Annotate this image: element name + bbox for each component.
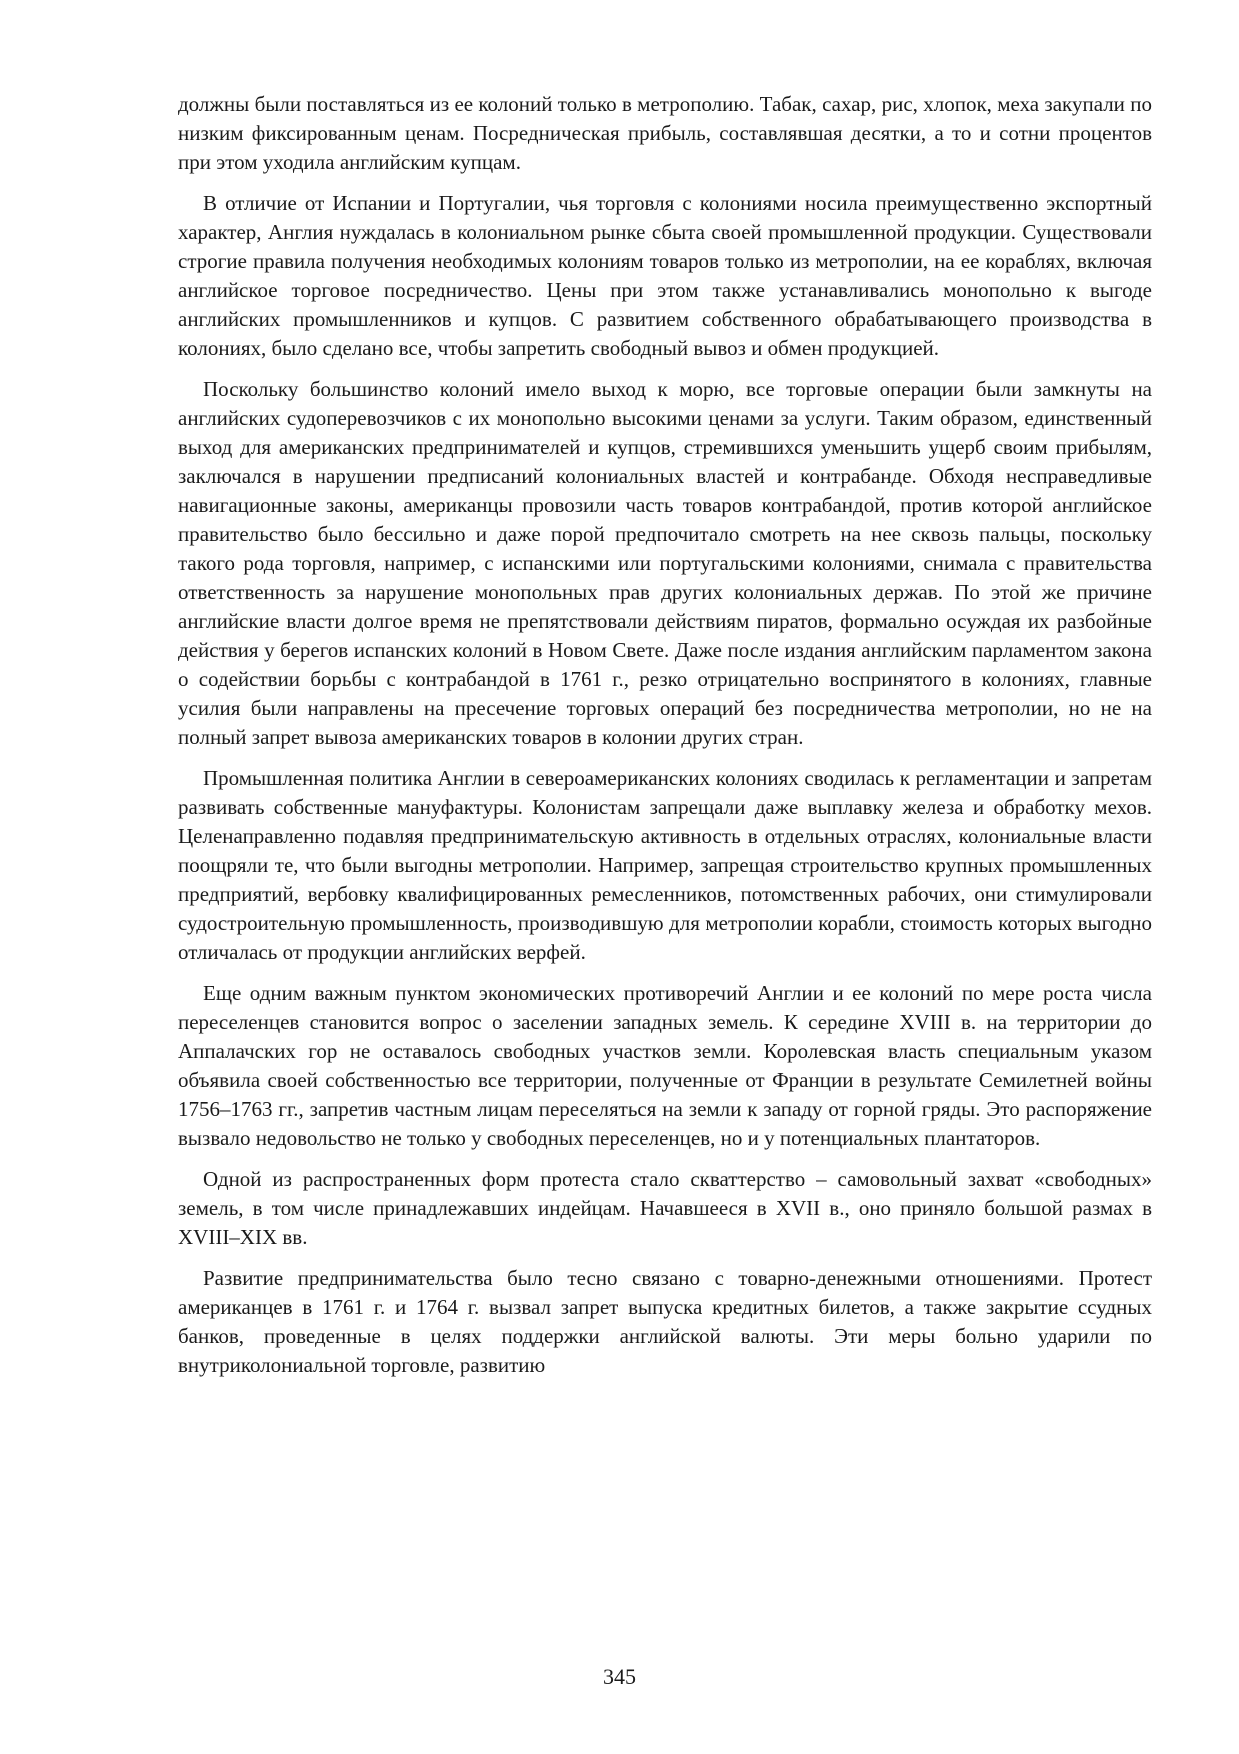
paragraph-industrial-policy: Промышленная политика Англии в североамериканских колониях сводилась к регламентации и запретам развивать собственные мануфактуры. Колонистам запрещали даже выплавку железа и обработку мехов. Целенаправленно подавляя предпринимательскую активность в отдельных отраслях, колониальные власти поощряли те, что были выгодны метрополии. Например, запрещая строительство крупных промышленных предприятий, вербовку квалифицированных ремесленников, потомственных рабочих, они стимулировали судостроительную промышленность, производившую для метрополии корабли, стоимость которых выгодно отличалась от продукции английских верфей. — [178, 766, 1152, 964]
document-body — [178, 90, 1152, 1392]
paragraph-squatting: Одной из распространенных форм протеста стало скваттерство – самовольный захват «свободных» земель, в том числе принадлежавших индейцам. Начавшееся в XVII в., оно приняло большой размах в XVIII–XIX вв. — [178, 1167, 1152, 1249]
paragraph-smuggling: Поскольку большинство колоний имело выход к морю, все торговые операции были замкнуты на английских судоперевозчиков с их монопольно высокими ценами за услуги. Таким образом, единственный выход для американских предпринимателей и купцов, стремившихся уменьшить ущерб своим прибылям, заключался в нарушении предписаний колониальных властей и контрабанде. Обходя несправедливые навигационные законы, американцы провозили часть товаров контрабандой, против которой английское правительство было бессильно и даже порой предпочитало смотреть на нее сквозь пальцы, поскольку такого рода торговля, например, с испанскими или португальскими колониями, снимала с правительства ответственность за нарушение монопольных прав других колониальных держав. По этой же причине английские власти долгое время не препятствовали действиям пиратов, формально осуждая их разбойные действия у берегов испанских колоний в Новом Свете. Даже после издания английским парламентом закона о содействии борьбы с контрабандой в 1761 г., резко отрицательно воспринятого в колониях, главные усилия были направлены на пресечение торговых операций без посредничества метрополии, но не на полный запрет вывоза американских товаров в колонии других стран. — [178, 377, 1152, 749]
page-number: 345 — [603, 1664, 636, 1689]
paragraph-trade-policy: В отличие от Испании и Португалии, чья торговля с колониями носила преимущественно экспортный характер, Англия нуждалась в колониальном рынке сбыта своей промышленной продукции. Существовали строгие правила получения необходимых колониям товаров только из метрополии, на ее кораблях, включая английское торговое посредничество. Цены при этом также устанавливались монопольно к выгоде английских промышленников и купцов. С развитием собственного обрабатывающего производства в колониях, было сделано все, чтобы запретить свободный вывоз и обмен продукцией. — [178, 191, 1152, 360]
paragraph-continuation: должны были поставляться из ее колоний только в метрополию. Табак, сахар, рис, хлопок, меха закупали по низким фиксированным ценам. Посредническая прибыль, составлявшая десятки, а то и сотни процентов при этом уходила английским купцам. — [178, 92, 1152, 174]
paragraph-western-lands: Еще одним важным пунктом экономических противоречий Англии и ее колоний по мере роста числа переселенцев становится вопрос о заселении западных земель. К середине XVIII в. на территории до Аппалачских гор не оставалось свободных участков земли. Королевская власть специальным указом объявила своей собственностью все территории, полученные от Франции в результате Семилетней войны 1756–1763 гг., запретив частным лицам переселяться на земли к западу от горной гряды. Это распоряжение вызвало недовольство не только у свободных переселенцев, но и у потенциальных плантаторов. — [178, 981, 1152, 1150]
paragraph-monetary-relations: Развитие предпринимательства было тесно связано с товарно-денежными отношениями. Протест американцев в 1761 г. и 1764 г. вызвал запрет выпуска кредитных билетов, а также закрытие ссудных банков, проведенные в целях поддержки английской валюты. Эти меры больно ударили по внутриколониальной торговле, развитию — [178, 1266, 1152, 1377]
